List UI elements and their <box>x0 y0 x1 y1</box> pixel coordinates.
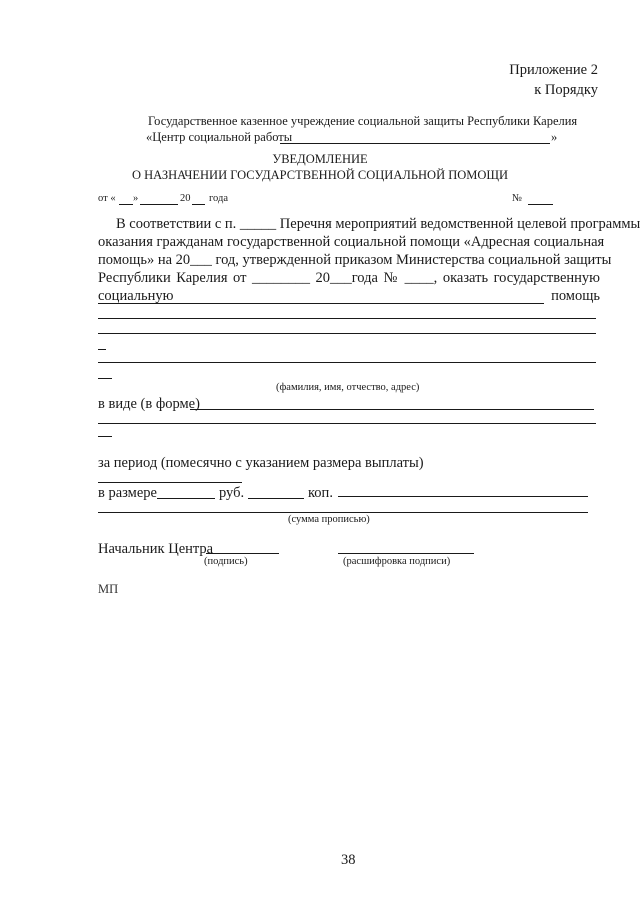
signature-decode-blank <box>338 553 474 554</box>
recipient-line-1 <box>98 303 544 304</box>
date-prefix: от « <box>98 193 116 204</box>
body-line-3: помощь» на 20___ год, утвержденной приказом Министерства социальной защиты <box>98 252 612 268</box>
document-title: УВЕДОМЛЕНИЕ <box>272 152 368 166</box>
body-line-1: В соответствии с п. _____ Перечня мероприятий ведомственной целевой программы <box>116 216 640 232</box>
body-line-5-right: помощь <box>551 288 600 304</box>
form-field-line <box>190 409 594 410</box>
center-name-blank <box>280 143 550 144</box>
page-number: 38 <box>341 852 356 868</box>
rub-blank <box>157 498 215 499</box>
caption-sum: (сумма прописью) <box>288 514 370 525</box>
recipient-line-4 <box>98 362 596 363</box>
signature-label: Начальник Центра <box>98 541 214 557</box>
period-line <box>98 482 242 483</box>
body-line-2: оказания гражданам государственной социальной помощи «Адресная социальная <box>98 234 605 250</box>
recipient-dash-2 <box>98 378 112 379</box>
body-line-4: Республики Карелия от ________ 20___года № ____, оказать государственную <box>98 270 600 286</box>
date-mid: » <box>133 193 139 204</box>
form-label: в виде (в форме) <box>98 396 200 412</box>
institution-name: Государственное казенное учреждение социальной защиты Республики Карелия <box>148 114 578 128</box>
amount-kop: коп. <box>308 485 333 501</box>
appendix-subtitle: к Порядку <box>534 82 598 98</box>
sum-in-words-line-1 <box>338 496 588 497</box>
recipient-line-3 <box>98 333 596 334</box>
date-year-suffix: года <box>209 193 228 204</box>
number-blank <box>528 204 553 205</box>
amount-rub: руб. <box>219 485 245 501</box>
month-blank <box>140 204 178 205</box>
stamp-place: МП <box>98 582 119 596</box>
body-line-5-left: социальную <box>98 288 174 304</box>
institution-center-suffix: » <box>551 130 558 144</box>
caption-signature-decode: (расшифровка подписи) <box>343 556 451 567</box>
year-blank <box>192 204 205 205</box>
day-blank <box>119 204 133 205</box>
kop-blank <box>248 498 304 499</box>
signature-blank <box>206 553 279 554</box>
document-subtitle: О НАЗНАЧЕНИИ ГОСУДАРСТВЕННОЙ СОЦИАЛЬНОЙ ПОМОЩИ <box>131 168 509 182</box>
sum-in-words-line-2 <box>98 512 588 513</box>
institution-center-prefix: «Центр социальной работы <box>146 130 293 144</box>
date-year: 20 <box>180 193 191 204</box>
caption-signature: (подпись) <box>204 556 248 567</box>
amount-prefix: в размере <box>98 485 157 501</box>
recipient-line-2 <box>98 318 596 319</box>
caption-fio: (фамилия, имя, отчество, адрес) <box>276 382 420 393</box>
form-line-2 <box>98 423 596 424</box>
period-label: за период (помесячно с указанием размера выплаты) <box>98 455 424 471</box>
recipient-dash-1 <box>98 349 106 350</box>
number-sign: № <box>512 193 523 204</box>
appendix-title: Приложение 2 <box>509 62 598 78</box>
form-dash <box>98 436 112 437</box>
